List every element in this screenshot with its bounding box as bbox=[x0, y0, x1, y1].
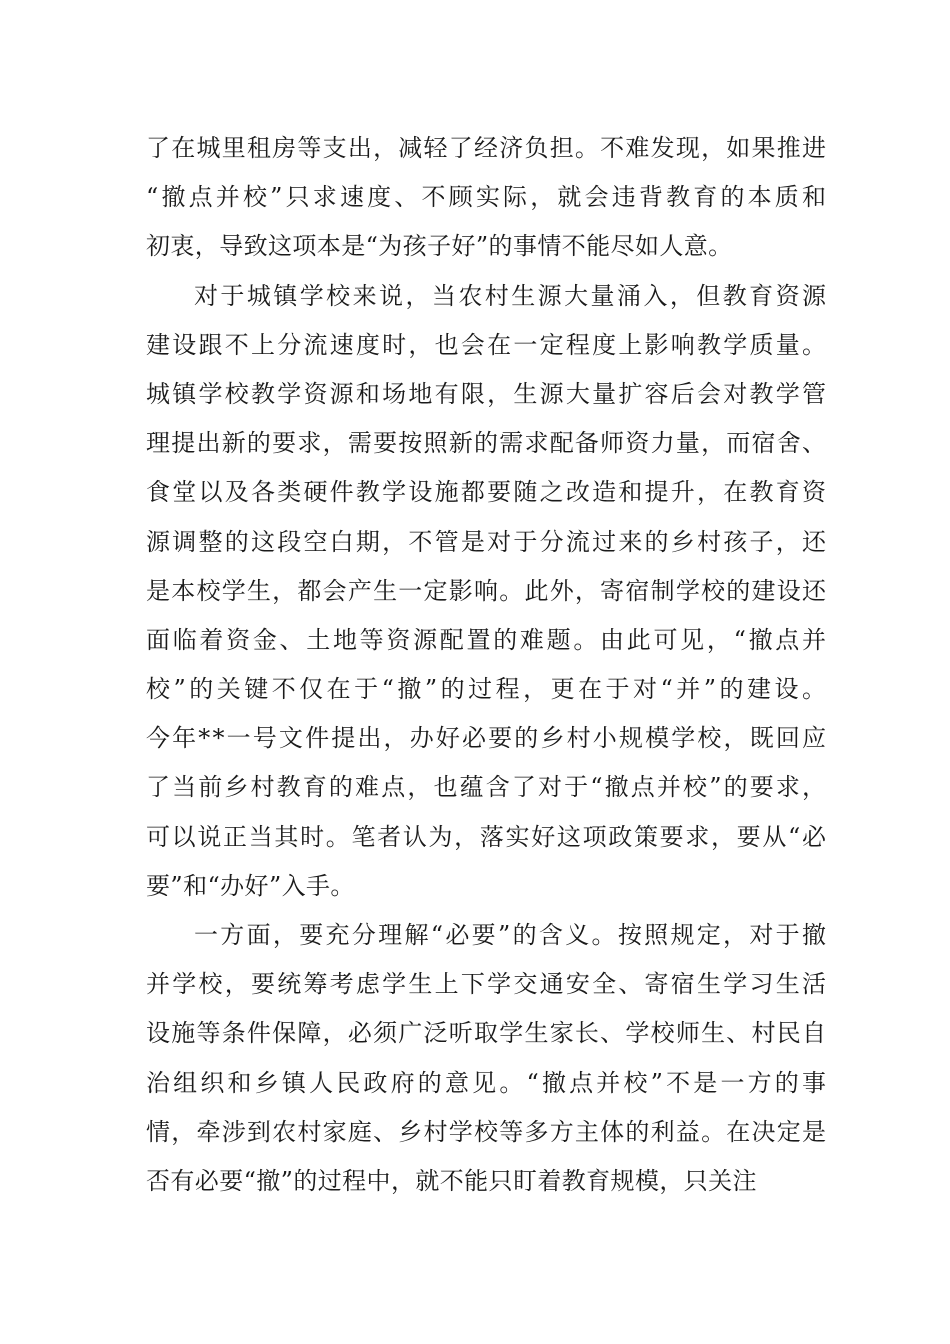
text-line: 要”和“办好”入手。 bbox=[146, 871, 355, 900]
text-line: 并学校，要统筹考虑学生上下学交通安全、寄宿生学习生活 bbox=[146, 970, 829, 999]
text-line: 建设跟不上分流速度时，也会在一定程度上影响教学质量。 bbox=[146, 330, 829, 359]
text-line: 城镇学校教学资源和场地有限，生源大量扩容后会对教学管 bbox=[146, 379, 829, 408]
body-text bbox=[146, 124, 830, 1206]
paragraph-first-line: 对于城镇学校来说，当农村生源大量涌入，但教育资源 bbox=[194, 281, 829, 310]
text-line: 理提出新的要求，需要按照新的需求配备师资力量，而宿舍、 bbox=[146, 429, 828, 458]
text-line: 面临着资金、土地等资源配置的难题。由此可见，“撤点并 bbox=[146, 625, 829, 654]
text-line: 否有必要“撤”的过程中，就不能只盯着教育规模，只关注 bbox=[146, 1166, 757, 1195]
text-line: 治组织和乡镇人民政府的意见。“撤点并校”不是一方的事 bbox=[146, 1068, 830, 1097]
text-line: 食堂以及各类硬件教学设施都要随之改造和提升，在教育资 bbox=[146, 478, 829, 507]
text-line: 初衷，导致这项本是“为孩子好”的事情不能尽如人意。 bbox=[146, 232, 733, 261]
text-line: 源调整的这段空白期，不管是对于分流过来的乡村孩子，还 bbox=[146, 527, 829, 556]
text-line: 是本校学生，都会产生一定影响。此外，寄宿制学校的建设还 bbox=[146, 576, 828, 605]
text-line: 今年**一号文件提出，办好必要的乡村小规模学校，既回应 bbox=[146, 724, 829, 753]
text-line: “撤点并校”只求速度、不顾实际，就会违背教育的本质和 bbox=[146, 183, 830, 212]
paragraph-first-line: 一方面，要充分理解“必要”的含义。按照规定，对于撤 bbox=[194, 921, 829, 949]
text-line: 可以说正当其时。笔者认为，落实好这项政策要求，要从“必 bbox=[146, 822, 828, 851]
text-line: 情，牵涉到农村家庭、乡村学校等多方主体的利益。在决定是 bbox=[146, 1117, 828, 1146]
text-line: 了在城里租房等支出，减轻了经济负担。不难发现，如果推进 bbox=[146, 134, 828, 162]
text-line: 校”的关键不仅在于“撤”的过程，更在于对“并”的建设。 bbox=[146, 675, 830, 704]
text-line: 了当前乡村教育的难点，也蕴含了对于“撤点并校”的要求， bbox=[146, 773, 829, 802]
text-line: 设施等条件保障，必须广泛听取学生家长、学校师生、村民自 bbox=[146, 1019, 828, 1048]
